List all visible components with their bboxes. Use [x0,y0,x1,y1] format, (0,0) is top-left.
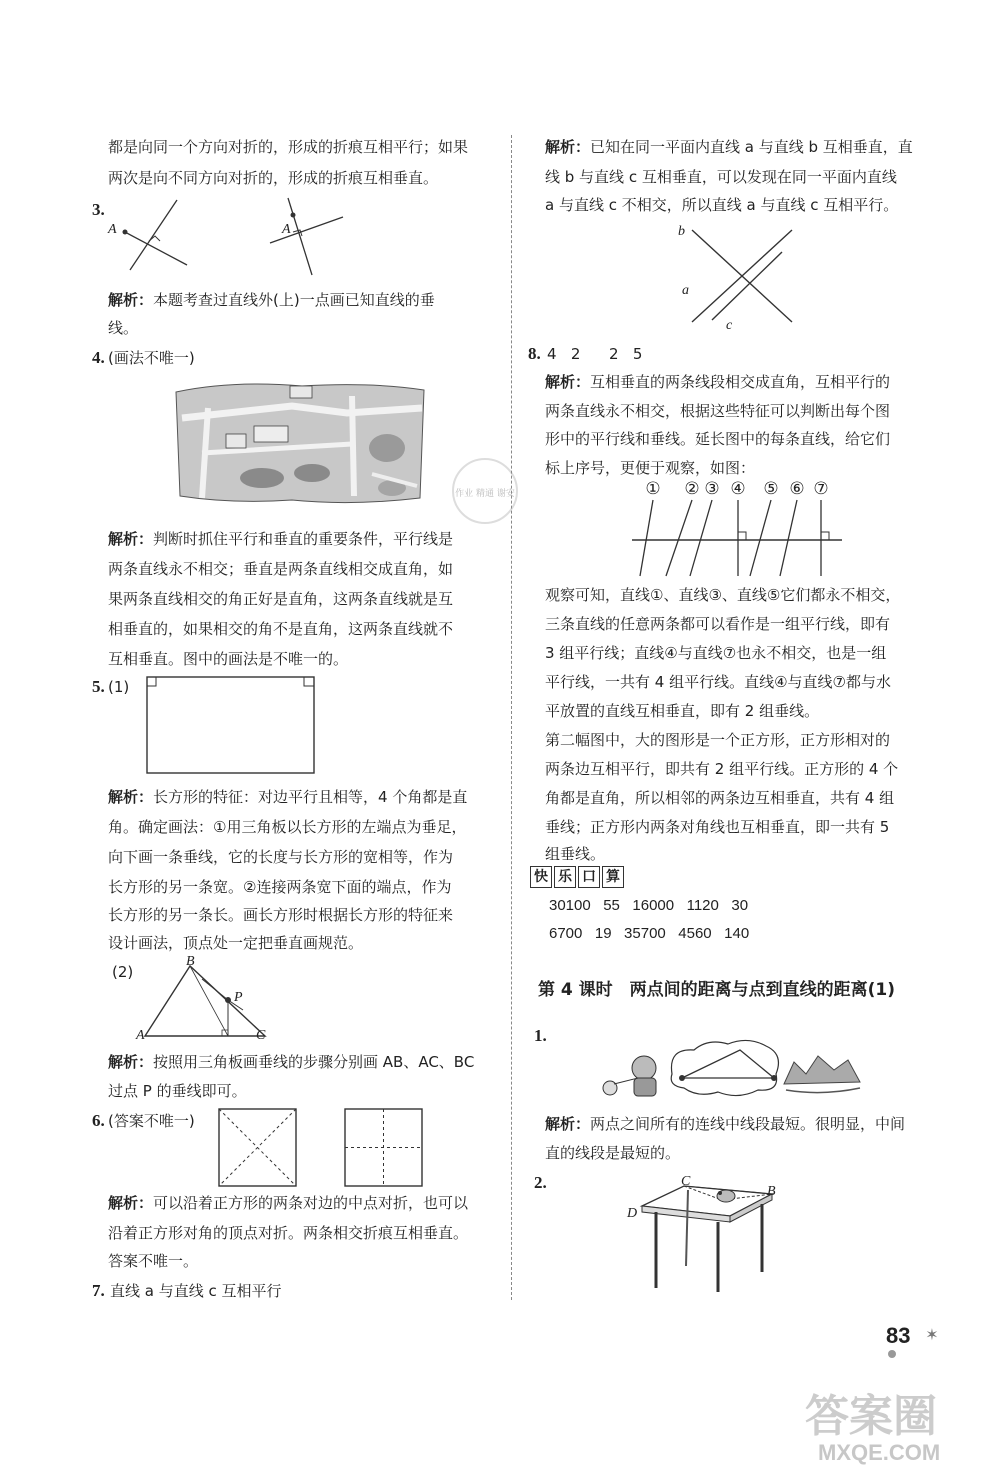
q4-number: 4. [92,348,105,367]
q6-explanation-text: 可以沿着正方形的两条对边的中点对折，也可以 [153,1194,469,1212]
line-label-2: ② [684,479,700,499]
mental-math-header [530,866,624,888]
lesson-title: 第 4 课时 两点间的距离与点到直线的距离(1) [538,980,896,1000]
triangle-label-c: C [256,1028,266,1043]
page-number: 83 [886,1323,911,1348]
mental-math-char-2: 乐 [554,866,576,888]
q7-explanation-line1 [545,140,913,155]
mental-math-row2: 6700 19 35700 4560 140 [549,925,750,942]
stamp-text: 作业 精通 谢安 [455,489,515,499]
explain-label: 解析： [545,138,591,156]
q5b-explanation-text: 按照用三角板画垂线的步骤分别画 AB、AC、BC [153,1053,475,1071]
q7-label-a: a [682,283,689,298]
line-label-6: ⑥ [789,479,805,499]
q3-number: 3. [92,200,105,219]
triangle-label-p: P [234,990,243,1005]
q7-explanation-text: 已知在同一平面内直线 a 与直线 b 互相垂直，直 [590,138,913,156]
q8-square-line5: 组垂线。 [545,845,606,863]
l4-q2-number: 2. [534,1173,547,1192]
q6-explanation-line2: 沿着正方形对角的顶点对折。两条相交折痕互相垂直。 [108,1224,469,1242]
q8-numbered-lines-figure [630,478,845,578]
explain-label: 解析： [545,1115,591,1133]
q3-label-a2: A [282,222,291,237]
q4-explanation-line5: 互相垂直。图中的画法是不唯一的。 [108,650,349,668]
q3-explanation-line1 [108,293,435,308]
explain-label: 解析： [108,291,154,309]
mental-math-row1: 30100 55 16000 1120 30 [549,897,749,914]
l4-q2-table-figure [622,1176,782,1294]
q7-answer: 直线 a 与直线 c 互相平行 [110,1282,282,1300]
line-label-1: ① [645,479,661,499]
q5-explanation-line2: 角。确定画法：①用三角板以长方形的左端点为垂足， [108,818,467,836]
triangle-label-b: B [186,954,195,969]
q2-explanation-line2: 两次是向不同方向对折的，形成的折痕互相垂直。 [108,169,439,187]
mental-math-char-4: 算 [602,866,624,888]
star-icon: ✶ [925,1325,939,1344]
q2-explanation-line1: 都是向同一个方向对折的，形成的折痕互相平行；如果 [108,138,469,156]
q6-note: (答案不唯一) [108,1112,195,1130]
explain-label: 解析： [108,1053,154,1071]
q5-rectangle [146,676,316,776]
q6-explanation-line3: 答案不唯一。 [108,1252,199,1270]
stamp-watermark [450,456,520,526]
l4-q1-illustration [598,1034,868,1102]
q4-explanation-line2: 两条直线永不相交；垂直是两条直线相交成直角，如 [108,560,454,578]
line-label-5: ⑤ [763,479,779,499]
q8-explanation-line1 [545,375,890,390]
q8-square-line2: 两条边互相平行，即共有 2 组平行线。正方形的 4 个 [545,760,899,778]
q3-figure-2 [265,195,345,280]
mental-math-char-3: 口 [578,866,600,888]
l4-q1-explanation-line2: 直的线段是最短的。 [545,1144,681,1162]
l4-q1-explanation-line1 [545,1117,905,1132]
q8-explanation-line2: 两条直线永不相交，根据这些特征可以判断出每个图 [545,402,891,420]
q5-explanation-line5: 长方形的另一条长。画长方形时根据长方形的特征来 [108,906,454,924]
q6-explanation-line1 [108,1196,468,1211]
q3-explanation-text: 本题考查过直线外(上)一点画已知直线的垂 [153,291,435,309]
q5-explanation-line3: 向下画一条垂线，它的长度与长方形的宽相等，作为 [108,848,454,866]
table-label-d: D [627,1206,638,1221]
q6-number: 6. [92,1111,105,1130]
mental-math-char-1: 快 [530,866,552,888]
q4-explanation-line4: 相垂直的，如果相交的角不是直角，这两条直线就不 [108,620,454,638]
q6-square-diagonals [218,1108,298,1188]
q5b-explanation-line1 [108,1055,474,1070]
line-label-4: ④ [730,479,746,499]
q7-explanation-line3: a 与直线 c 不相交，所以直线 a 与直线 c 互相平行。 [545,196,899,214]
q6-square-midlines [344,1108,424,1188]
q8-answer: 4 2 2 5 [547,345,643,363]
q7-lines-figure [682,222,802,332]
q7-label-c: c [726,318,733,333]
watermark-logo: 答案圈 [805,1392,937,1441]
q8-observation-line2: 三条直线的任意两条都可以看作是一组平行线，即有 [545,615,891,633]
line-label-3: ③ [704,479,720,499]
q5-explanation-line1 [108,790,467,805]
explain-label: 解析： [108,1194,154,1212]
q8-square-line3: 角都是直角，所以相邻的两条边互相垂直，共有 4 组 [545,789,895,807]
q8-explanation-line4: 标上序号，更便于观察，如图： [545,459,756,477]
q3-label-a1: A [108,222,117,237]
q8-observation-line3: 3 组平行线；直线④与直线⑦也永不相交，也是一组 [545,644,887,662]
q4-explanation-line1 [108,532,453,547]
q8-number: 8. [528,344,541,363]
q3-figure-1 [105,195,195,275]
q8-observation-line4: 平行线，一共有 4 组平行线。直线④与直线⑦都与水 [545,673,891,691]
q5-number: 5. [92,677,105,696]
q4-note: (画法不唯一) [108,349,195,367]
q8-observation-line1: 观察可知，直线①、直线③、直线⑤它们都永不相交， [545,586,901,604]
l4-q1-explanation-text: 两点之间所有的连线中线段最短。很明显，中间 [590,1115,906,1133]
q5b-explanation-line2: 过点 P 的垂线即可。 [108,1082,247,1100]
q5-explanation-text: 长方形的特征：对边平行且相等，4 个角都是直 [153,788,468,806]
q5-sub2: (2) [112,963,134,981]
watermark-url: MXQE.COM [818,1440,941,1465]
explain-label: 解析： [108,788,154,806]
triangle-label-a: A [136,1028,145,1043]
q8-explanation-text: 互相垂直的两条线段相交成直角，互相平行的 [590,373,891,391]
q5-explanation-line6: 设计画法，顶点处一定把垂直画规范。 [108,934,364,952]
q5-explanation-line4: 长方形的另一条宽。②连接两条宽下面的端点，作为 [108,878,452,896]
q8-square-line1: 第二幅图中，大的图形是一个正方形，正方形相对的 [545,731,891,749]
q7-label-b: b [678,224,685,239]
table-label-c: C [681,1174,691,1189]
q4-explanation-line3: 果两条直线相交的角正好是直角，这两条直线就是互 [108,590,454,608]
q7-number: 7. [92,1281,105,1300]
column-divider [511,135,512,1300]
q4-map-illustration [172,378,427,508]
line-label-7: ⑦ [813,479,829,499]
q7-explanation-line2: 线 b 与直线 c 互相垂直，可以发现在同一平面内直线 [545,168,897,186]
explain-label: 解析： [108,530,154,548]
explain-label: 解析： [545,373,591,391]
q8-explanation-line3: 形中的平行线和垂线。延长图中的每条直线，给它们 [545,430,891,448]
table-label-b: B [767,1184,776,1199]
q4-explanation-text: 判断时抓住平行和垂直的重要条件，平行线是 [153,530,454,548]
q5-sub1: (1) [108,678,130,696]
l4-q1-number: 1. [534,1026,547,1045]
q3-explanation-line2: 线。 [108,319,139,337]
q8-observation-line5: 平放置的直线互相垂直，即有 2 组垂线。 [545,702,820,720]
q8-square-line4: 垂线；正方形内两条对角线也互相垂直，即一共有 5 [545,818,890,836]
